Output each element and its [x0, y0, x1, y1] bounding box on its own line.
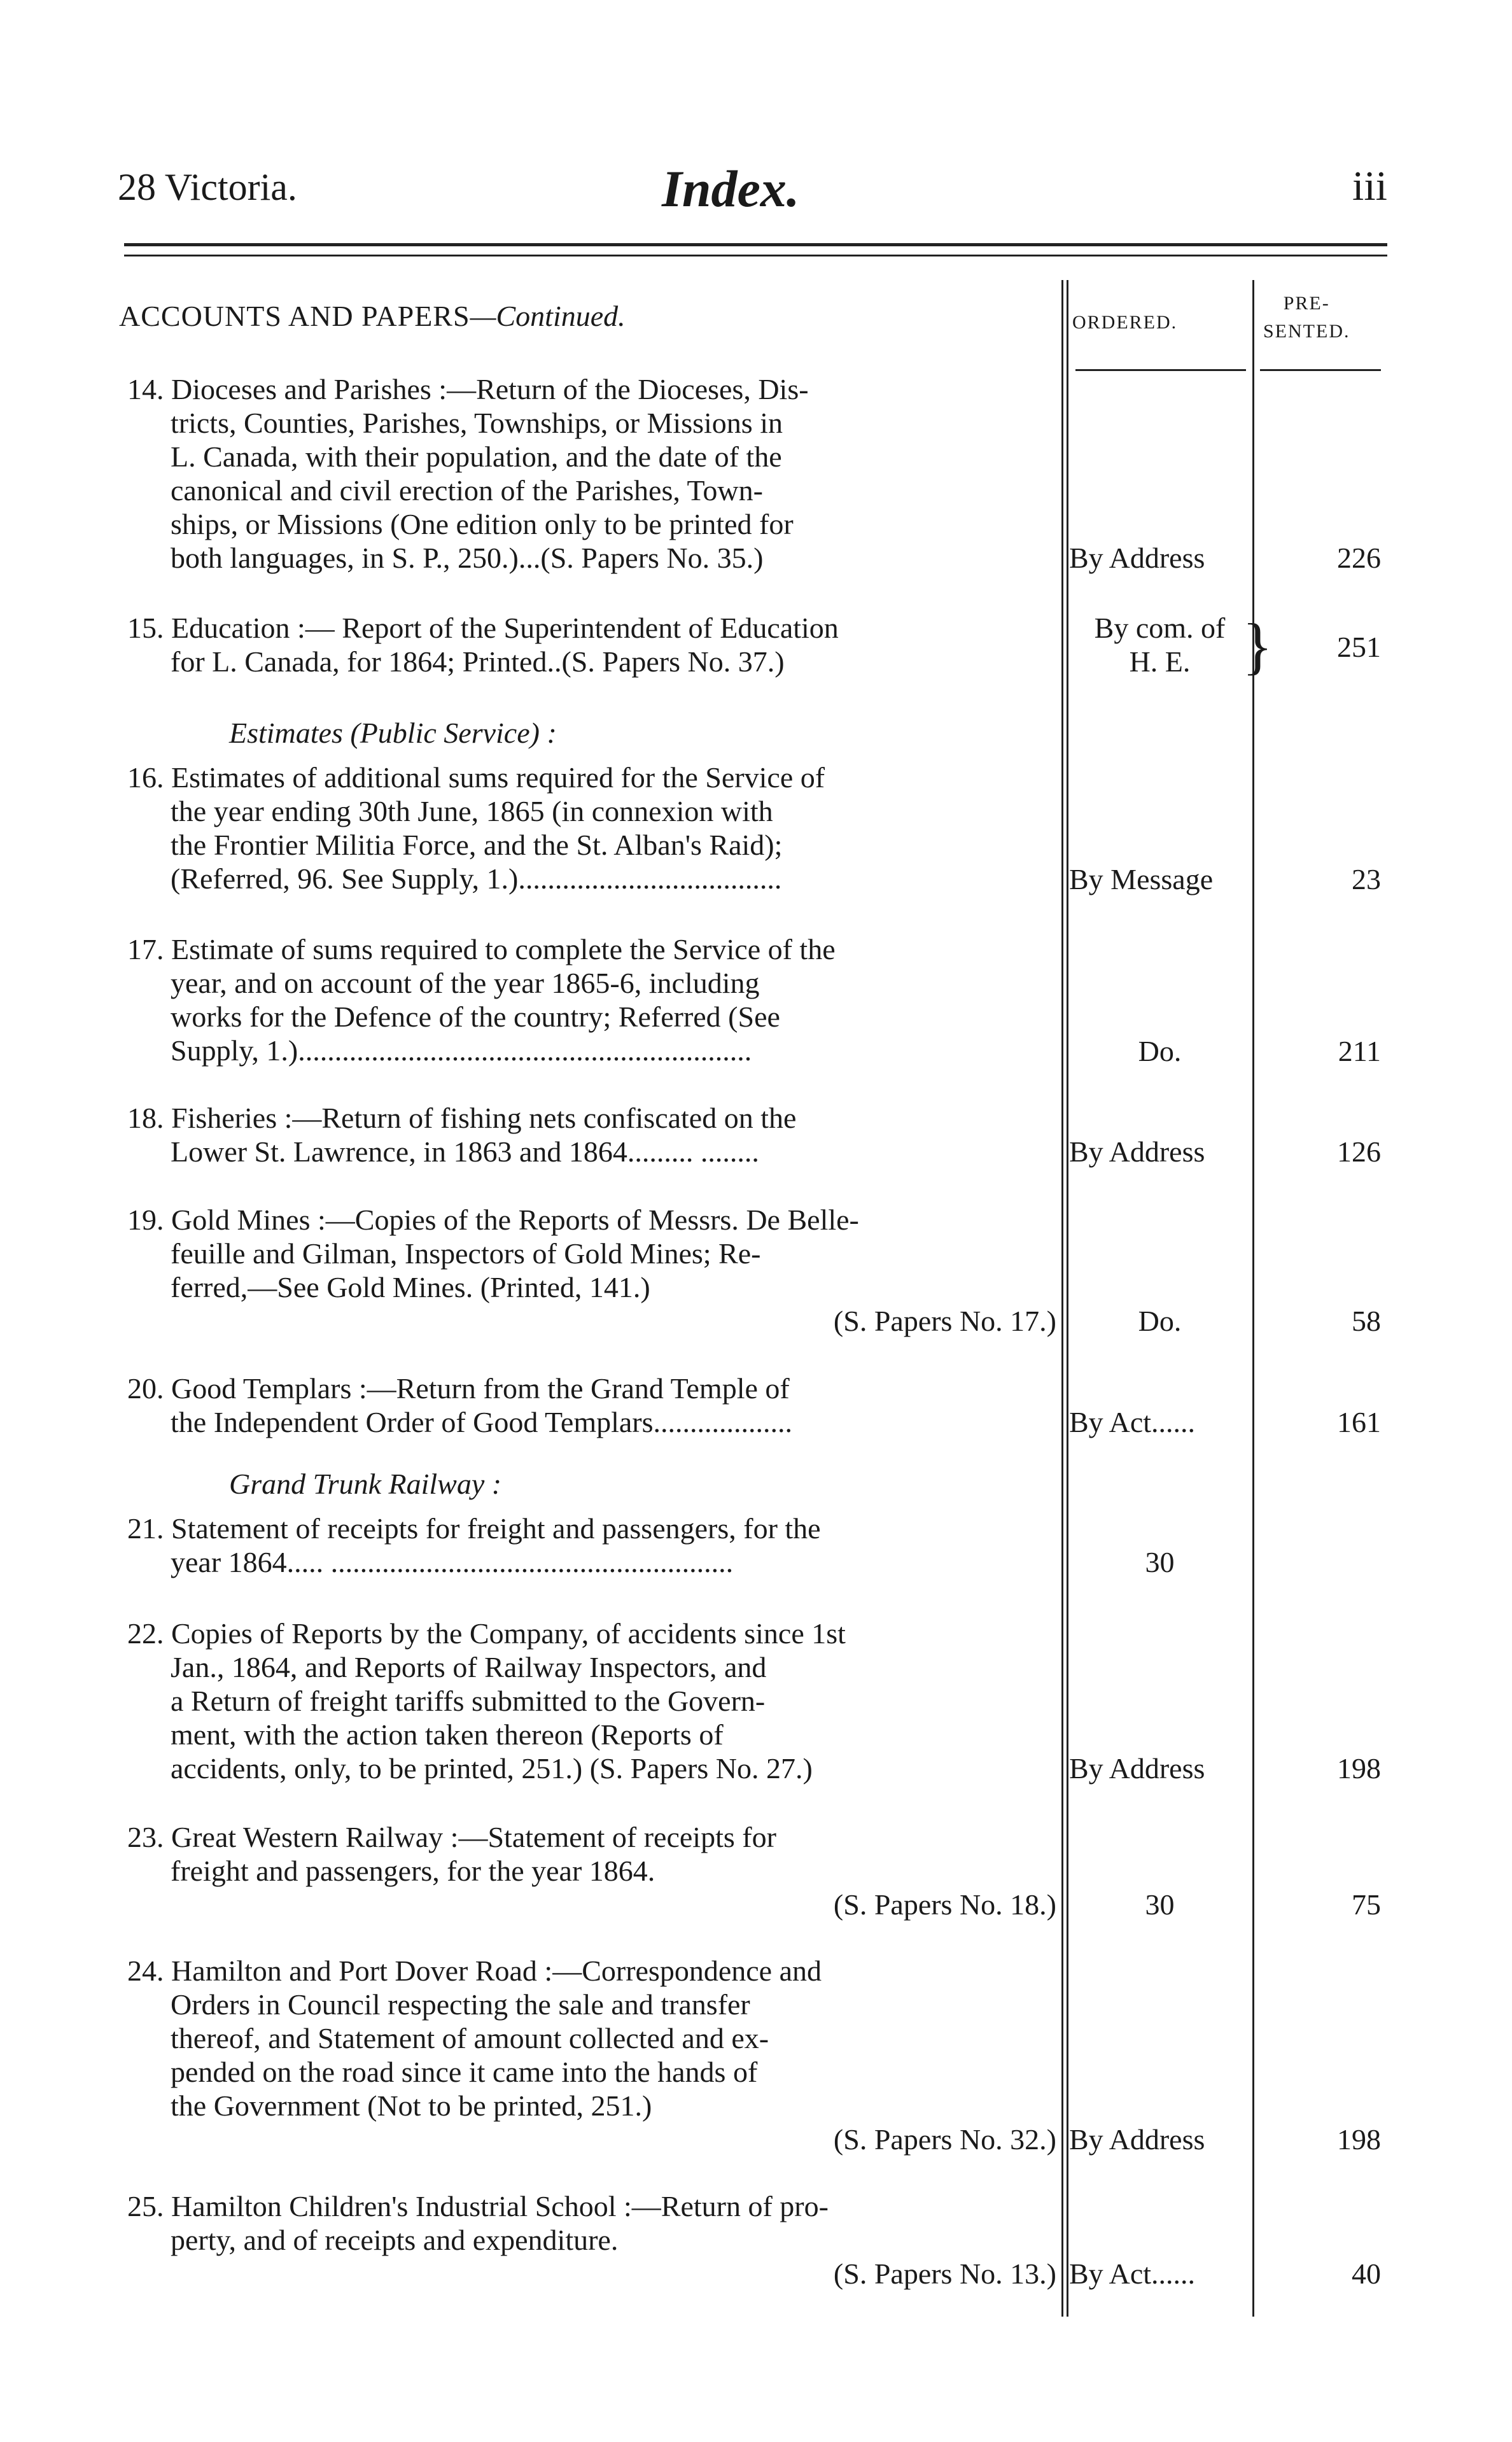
entry-line: 17. Estimate of sums required to complete the Service of the — [127, 933, 836, 965]
entry-line: freight and passengers, for the year 1864. — [171, 1855, 655, 1887]
entry-line: L. Canada, with their population, and the date of the — [171, 440, 782, 473]
entry-24 — [127, 1954, 1056, 2156]
entry-24-presented: 198 — [1337, 2123, 1381, 2156]
entry-line: 21. Statement of receipts for freight and passengers, for the — [127, 1512, 821, 1545]
entry-line: year, and on account of the year 1865-6, including — [171, 967, 760, 999]
running-head-left: 28 Victoria. — [118, 166, 297, 208]
entry-17-presented: 211 — [1338, 1035, 1381, 1067]
entry-14-ordered: By Address — [1069, 542, 1205, 574]
entry-16 — [127, 761, 1056, 895]
entry-line: year 1864..... ....................................................... — [171, 1546, 734, 1578]
entry-line: (S. Papers No. 13.) — [833, 2257, 1056, 2290]
entry-line: Jan., 1864, and Reports of Railway Inspectors, and — [171, 1651, 767, 1683]
column-header-ordered: ORDERED. — [1072, 312, 1178, 333]
entry-14-presented: 226 — [1337, 542, 1381, 574]
entry-line: feuille and Gilman, Inspectors of Gold Mines; Re- — [171, 1237, 761, 1270]
entry-17-ordered: Do. — [1138, 1035, 1182, 1067]
column-header-presented — [1263, 290, 1350, 346]
entry-line: 18. Fisheries :—Return of fishing nets confiscated on the — [127, 1102, 797, 1134]
entry-line: the year ending 30th June, 1865 (in connexion with — [171, 795, 773, 827]
entry-23-presented: 75 — [1352, 1888, 1381, 1921]
header-rule-thick — [124, 243, 1387, 246]
entry-23-ordered: 30 — [1145, 1888, 1175, 1921]
entry-14 — [127, 372, 1056, 575]
entry-line: (Referred, 96. See Supply, 1.).................................... — [171, 862, 782, 895]
column-rule-middle — [1252, 280, 1254, 2317]
entry-line: ships, or Missions (One edition only to be printed for — [171, 508, 794, 540]
entry-16-presented: 23 — [1352, 863, 1381, 895]
entry-line: 25. Hamilton Children's Industrial School :—Return of pro- — [127, 2190, 829, 2222]
entry-line: ment, with the action taken thereon (Reports of — [171, 1718, 724, 1751]
entry-18 — [127, 1101, 1056, 1168]
entry-line: (S. Papers No. 32.) — [833, 2123, 1056, 2156]
entry-20-ordered: By Act...... — [1069, 1406, 1196, 1438]
entry-line: the Government (Not to be printed, 251.) — [171, 2089, 652, 2122]
entry-19 — [127, 1203, 1056, 1338]
entry-line: 19. Gold Mines :—Copies of the Reports of Messrs. De Belle- — [127, 1203, 859, 1236]
subhead-grand-trunk: Grand Trunk Railway : — [229, 1468, 502, 1500]
entry-line: works for the Defence of the country; Referred (See — [171, 1000, 780, 1033]
entry-line: 24. Hamilton and Port Dover Road :—Correspondence and — [127, 1954, 822, 1987]
column-rule-left-b — [1067, 280, 1068, 2317]
entry-22-ordered: By Address — [1069, 1752, 1205, 1785]
entry-20 — [127, 1372, 1056, 1439]
entry-16-ordered: By Message — [1069, 863, 1214, 895]
entry-15 — [127, 611, 1056, 678]
column-rule-left-a — [1061, 280, 1063, 2317]
entry-line: Supply, 1.).............................................................. — [171, 1034, 752, 1067]
entry-line: pended on the road since it came into the hands of — [171, 2056, 758, 2088]
running-head-title: Index. — [662, 160, 800, 218]
entry-line: (S. Papers No. 18.) — [833, 1888, 1056, 1921]
entry-line: both languages, in S. P., 250.)...(S. Papers No. 35.) — [171, 542, 764, 574]
section-title — [119, 299, 626, 333]
entry-15-presented: 251 — [1337, 631, 1381, 663]
entry-19-presented: 58 — [1352, 1305, 1381, 1337]
entry-25 — [127, 2189, 1056, 2291]
section-title-text: ACCOUNTS AND PAPERS — [119, 300, 470, 332]
entry-line: (S. Papers No. 17.) — [833, 1305, 1056, 1337]
entry-17 — [127, 932, 1056, 1067]
entry-19-ordered: Do. — [1138, 1305, 1182, 1337]
entry-23 — [127, 1820, 1056, 1921]
entry-18-ordered: By Address — [1069, 1135, 1205, 1168]
entry-15-ordered-2: H. E. — [1129, 645, 1191, 678]
entry-22 — [127, 1617, 1056, 1785]
entry-line: 20. Good Templars :—Return from the Grand Temple of — [127, 1372, 790, 1405]
entry-24-ordered: By Address — [1069, 2123, 1205, 2156]
presented-underline — [1260, 369, 1381, 371]
entry-22-presented: 198 — [1337, 1752, 1381, 1785]
subhead-estimates: Estimates (Public Service) : — [229, 717, 557, 749]
section-continued: —Continued. — [470, 300, 626, 332]
column-header-presented-line2: SENTED. — [1263, 321, 1350, 342]
entry-line: for L. Canada, for 1864; Printed..(S. Papers No. 37.) — [171, 645, 785, 678]
entry-line: Lower St. Lawrence, in 1863 and 1864......... ........ — [171, 1135, 759, 1168]
column-header-presented-line1: PRE- — [1283, 293, 1330, 314]
entry-21 — [127, 1512, 1056, 1579]
header-rule-thin — [124, 255, 1387, 256]
entry-21-ordered: 30 — [1145, 1546, 1175, 1578]
entry-15-ordered: By com. of — [1094, 612, 1226, 644]
entry-line: canonical and civil erection of the Parishes, Town- — [171, 474, 763, 507]
entry-line: the Independent Order of Good Templars................... — [171, 1406, 793, 1438]
entry-line: 23. Great Western Railway :—Statement of receipts for — [127, 1821, 776, 1853]
page-header — [118, 159, 1387, 229]
entry-20-presented: 161 — [1337, 1406, 1381, 1438]
entry-line: 15. Education :— Report of the Superintendent of Education — [127, 612, 839, 644]
entry-25-ordered: By Act...... — [1069, 2257, 1196, 2290]
entry-line: 14. Dioceses and Parishes :—Return of the Dioceses, Dis- — [127, 373, 809, 405]
entry-line: a Return of freight tariffs submitted to the Govern- — [171, 1685, 766, 1717]
page-number: iii — [1352, 163, 1387, 209]
entry-line: thereof, and Statement of amount collected and ex- — [171, 2022, 769, 2054]
entry-line: 16. Estimates of additional sums required for the Service of — [127, 761, 825, 794]
entry-25-presented: 40 — [1352, 2257, 1381, 2290]
entry-line: 22. Copies of Reports by the Company, of accidents since 1st — [127, 1617, 846, 1650]
brace-mark: } — [1242, 610, 1273, 681]
entry-line: Orders in Council respecting the sale and transfer — [171, 1988, 750, 2021]
entry-line: accidents, only, to be printed, 251.) (S. Papers No. 27.) — [171, 1752, 813, 1785]
entry-line: the Frontier Militia Force, and the St. Alban's Raid); — [171, 829, 783, 861]
ordered-underline — [1075, 369, 1246, 371]
entry-line: perty, and of receipts and expenditure. — [171, 2224, 619, 2256]
entry-line: ferred,—See Gold Mines. (Printed, 141.) — [171, 1271, 650, 1303]
entry-18-presented: 126 — [1337, 1135, 1381, 1168]
entry-line: tricts, Counties, Parishes, Townships, or Missions in — [171, 407, 783, 439]
